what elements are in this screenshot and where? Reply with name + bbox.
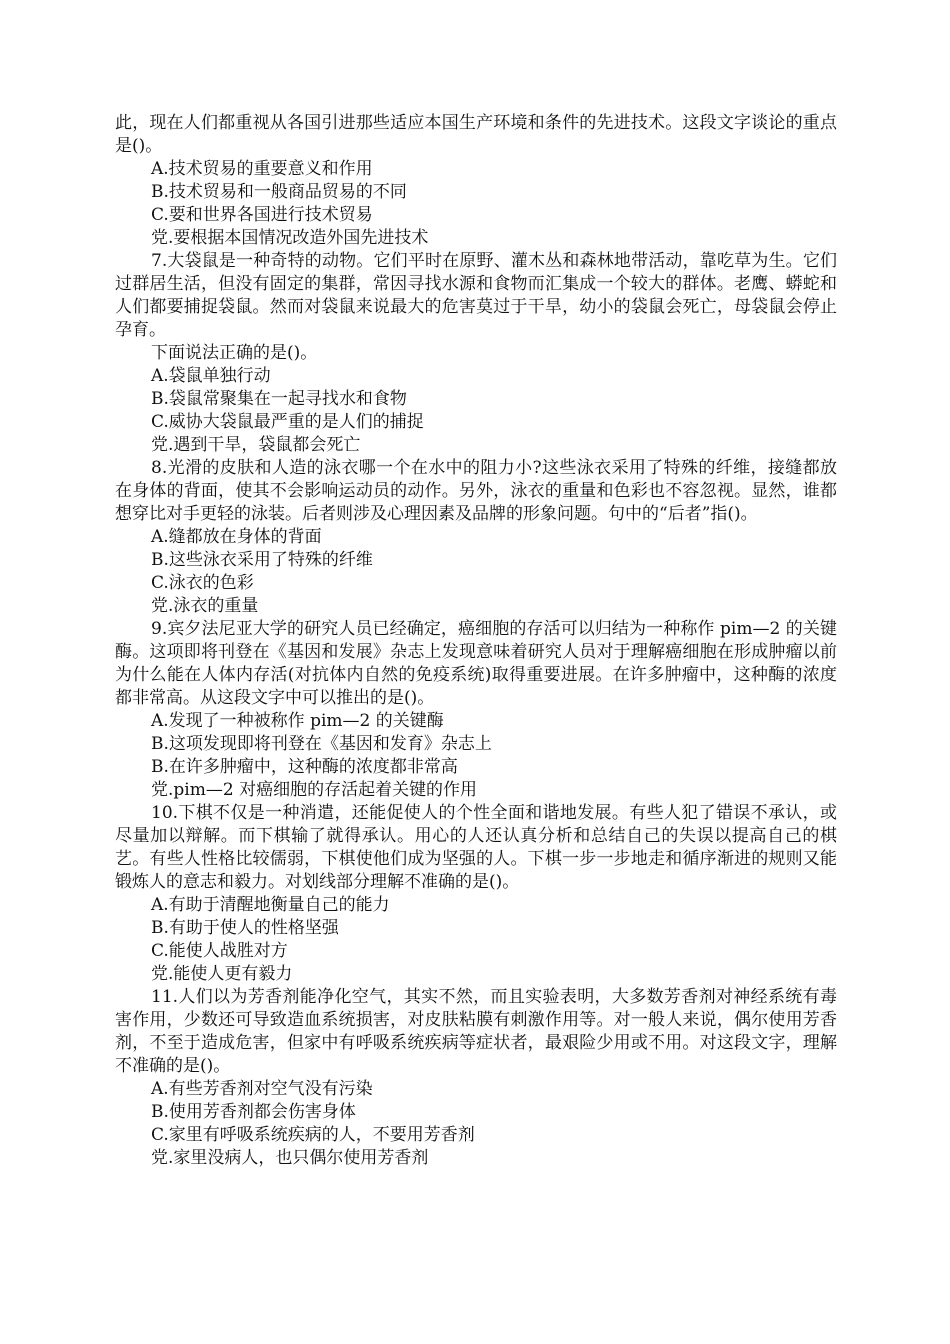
q8-option-b: B.这些泳衣采用了特殊的纤维 [151,550,373,570]
q9-option-b: B.这项发现即将刊登在《基因和发育》杂志上 [151,734,492,754]
q9-option-c: B.在许多肿瘤中，这种酶的浓度都非常高 [151,757,458,777]
q10-stem: 10.下棋不仅是一种消遣，还能促使人的个性全面和谐地发展。有些人犯了错误不承认，或尽量加以辩解。而下棋输了就得承认。用心的人还认真分析和总结自己的失误以提高自己的棋艺。有些人性格比较儒弱，下棋使他们成为坚强的人。下棋一步一步地走和循序渐进的规则又能锻炼人的意志和毅力。对划线部分理解不准确的是()。 [115,803,837,892]
q8-option-c: C.泳衣的色彩 [151,573,254,593]
q8-option-a: A.缝都放在身体的背面 [151,527,322,547]
q7-stem: 7.大袋鼠是一种奇特的动物。它们平时在原野、灌木丛和森林地带活动，靠吃草为生。它们过群居生活，但没有固定的集群，常因寻找水源和食物而汇集成一个较大的群体。老鹰、蟒蛇和人们都要捕捉袋鼠。然而对袋鼠来说最大的危害莫过于干旱，幼小的袋鼠会死亡，母袋鼠会停止孕育。 [115,251,837,340]
q10-option-c: C.能使人战胜对方 [151,941,288,961]
q7-question: 下面说法正确的是()。 [151,343,318,363]
q11-stem: 11.人们以为芳香剂能净化空气，其实不然，而且实验表明，大多数芳香剂对神经系统有毒害作用，少数还可导致造血系统损害，对皮肤粘膜有刺激作用等。对一般人来说，偶尔使用芳香剂，不至于造成危害，但家中有呼吸系统疾病等症状者，最艰险少用或不用。对这段文字，理解不准确的是()。 [115,987,837,1076]
q8-option-d: 党.泳衣的重量 [151,596,259,616]
q6-option-a: A.技术贸易的重要意义和作用 [151,159,373,179]
q6-option-d: 党.要根据本国情况改造外国先进技术 [151,228,429,248]
q6-option-b: B.技术贸易和一般商品贸易的不同 [151,182,407,202]
q9-option-d: 党.pim—2 对癌细胞的存活起着关键的作用 [151,780,478,800]
q9-option-a: A.发现了一种被称作 pim—2 的关键酶 [151,711,444,731]
q6-stem: 此，现在人们都重视从各国引进那些适应本国生产环境和条件的先进技术。这段文字谈论的重点是()。 [115,113,837,156]
q11-option-d: 党.家里没病人，也只偶尔使用芳香剂 [151,1148,429,1168]
document-page [115,112,837,1170]
q7-option-d: 党.遇到干旱，袋鼠都会死亡 [151,435,361,455]
q7-option-b: B.袋鼠常聚集在一起寻找水和食物 [151,389,407,409]
q9-stem: 9.宾夕法尼亚大学的研究人员已经确定，癌细胞的存活可以归结为一种称作 pim—2 的关键酶。这项即将刊登在《基因和发展》杂志上发现意味着研究人员对于理解癌细胞在形成肿瘤以前为什么能在人体内存活(对抗体内自然的免疫系统)取得重要进展。在许多肿瘤中，这种酶的浓度都非常高。从这段文字中可以推出的是()。 [115,619,837,708]
q10-option-a: A.有助于清醒地衡量自己的能力 [151,895,390,915]
q11-option-c: C.家里有呼吸系统疾病的人，不要用芳香剂 [151,1125,475,1145]
q11-option-a: A.有些芳香剂对空气没有污染 [151,1079,373,1099]
q8-stem: 8.光滑的皮肤和人造的泳衣哪一个在水中的阻力小?这些泳衣采用了特殊的纤维，接缝都放在身体的背面，使其不会影响运动员的动作。另外，泳衣的重量和色彩也不容忽视。显然，谁都想穿比对手更轻的泳装。后者则涉及心理因素及品牌的形象问题。句中的“后者”指()。 [115,458,837,524]
q10-option-b: B.有助于使人的性格坚强 [151,918,339,938]
q11-option-b: B.使用芳香剂都会伤害身体 [151,1102,356,1122]
q10-option-d: 党.能使人更有毅力 [151,964,293,984]
q7-option-a: A.袋鼠单独行动 [151,366,271,386]
q6-option-c: C.要和世界各国进行技术贸易 [151,205,373,225]
q7-option-c: C.威协大袋鼠最严重的是人们的捕捉 [151,412,424,432]
